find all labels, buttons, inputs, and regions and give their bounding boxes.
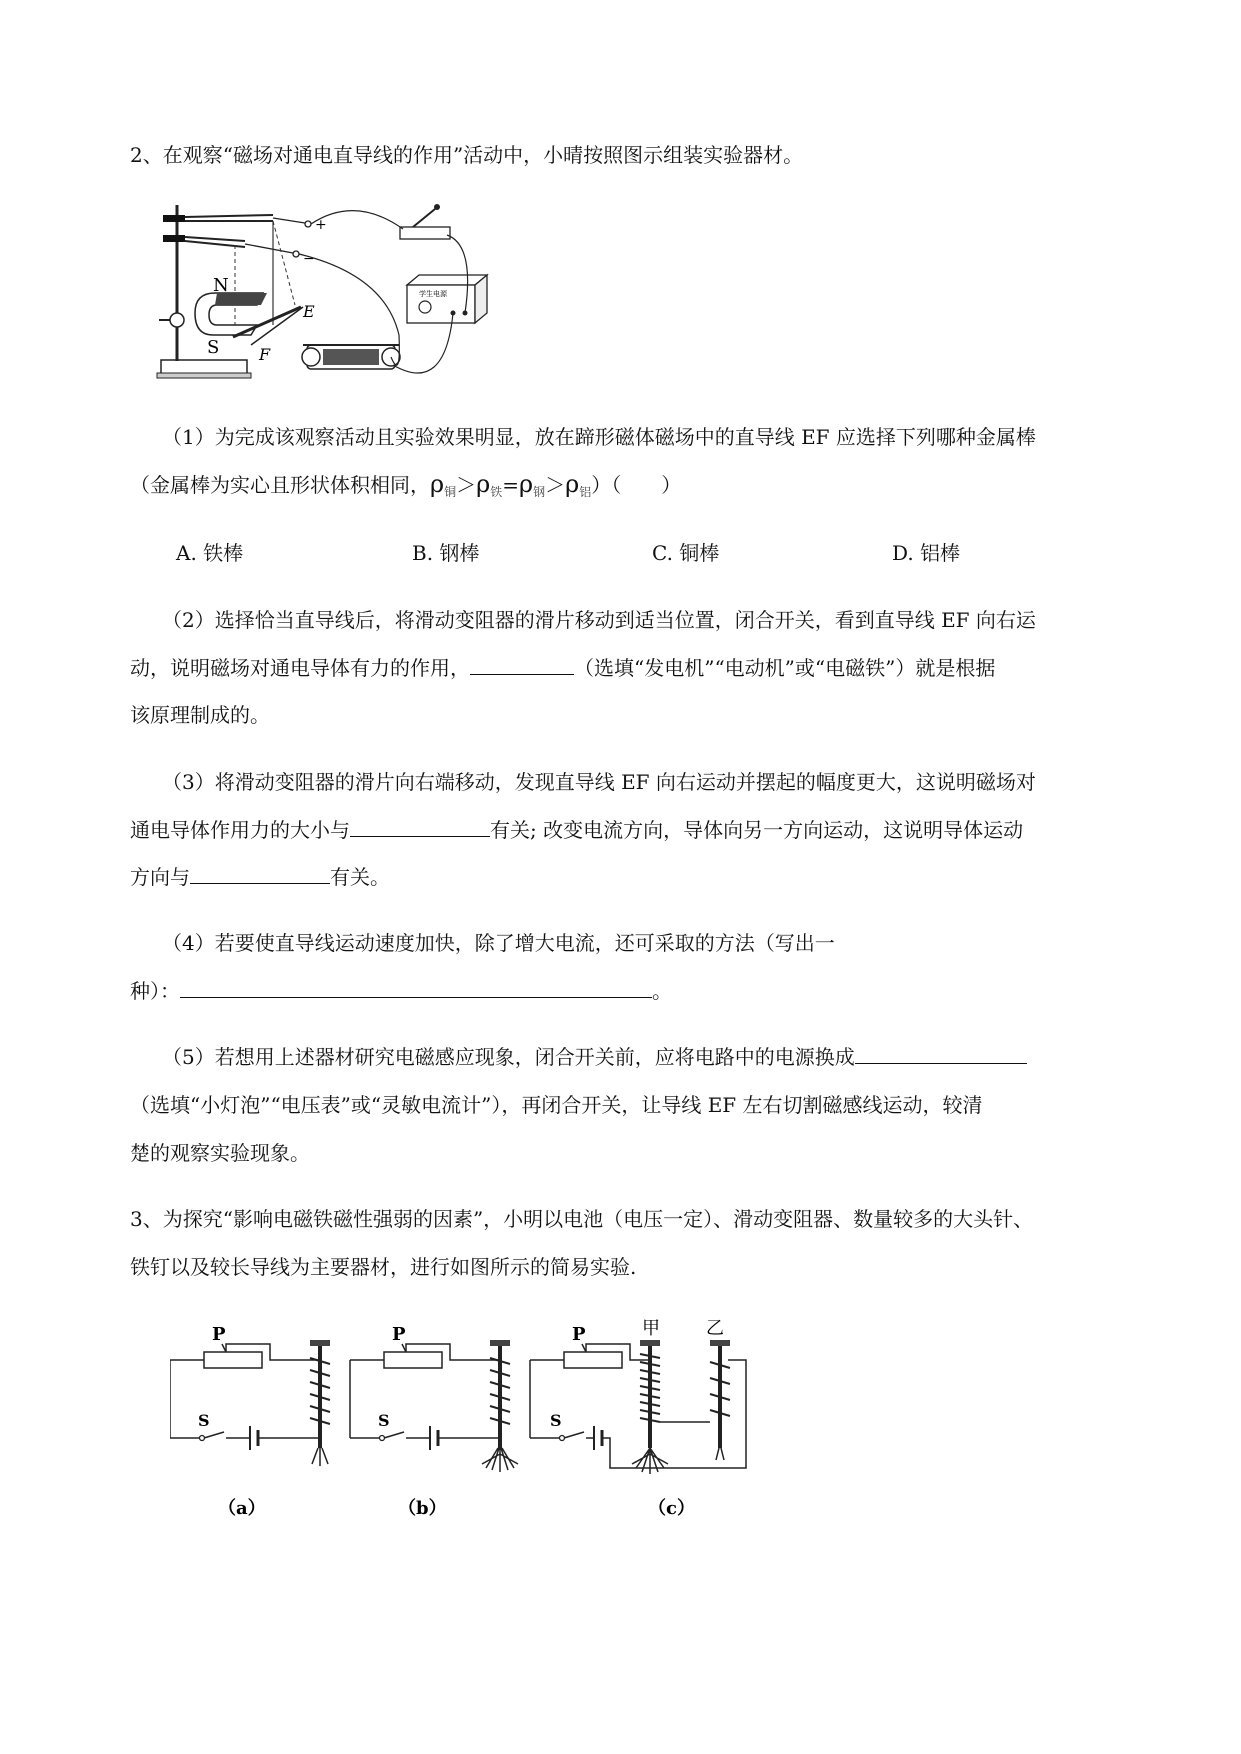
figure-c xyxy=(530,1318,746,1519)
q3-electromagnet-figure xyxy=(170,1318,820,1528)
caption-c: （c） xyxy=(648,1498,695,1519)
label-jia: 甲 xyxy=(642,1318,660,1339)
answer-blank-p3a[interactable] xyxy=(350,816,490,837)
q2-apparatus-figure xyxy=(155,195,505,390)
q2-p5-line1: （5）若想用上述器材研究电磁感应现象，闭合开关前，应将电路中的电源换成 xyxy=(162,1043,1027,1071)
q2-p3-line1: （3）将滑动变阻器的滑片向右端移动，发现直导线 EF 向右运动并摆起的幅度更大，这说明磁场对 xyxy=(162,770,1036,794)
rho-symbol: ρ xyxy=(565,470,580,498)
figure-b xyxy=(350,1324,518,1519)
answer-blank-p5[interactable] xyxy=(855,1043,1027,1064)
q2-p1-line1: （1）为完成该观察活动且实验效果明显，放在蹄形磁体磁场中的直导线 EF 应选择下列哪种金属棒 xyxy=(162,425,1036,449)
q2-p3-line2: 通电导体作用力的大小与 有关; 改变电流方向，导体向另一方向运动，这说明导体运动 xyxy=(130,818,1024,842)
answer-blank-p2[interactable] xyxy=(470,654,574,675)
answer-blank-p4[interactable] xyxy=(180,977,652,998)
q2-p1-line2: （金属棒为实心且形状体积相同，$\rho_铜>\rho_铁=\rho_钢>\rho_铝$）（ ） xyxy=(130,470,682,499)
q3-line2: 铁钉以及较长导线为主要器材，进行如图所示的简易实验. xyxy=(130,1255,637,1279)
label-E: E xyxy=(303,302,315,321)
label-S-a: S xyxy=(198,1411,210,1430)
q2-p4-line1: （4）若要使直导线运动速度加快，除了增大电流，还可采取的方法（写出一 xyxy=(162,931,835,955)
minus-label: − xyxy=(303,251,315,267)
label-S-c: S xyxy=(550,1411,562,1430)
q2-p5-line3: 楚的观察实验现象。 xyxy=(130,1141,310,1165)
q2-p4-line2: 种）： 。 xyxy=(130,979,672,1003)
q2-p5-line2: （选填“小灯泡”“电压表”或“灵敏电流计”），再闭合开关，让导线 EF 左右切割磁感线运动，较清 xyxy=(130,1093,983,1117)
magnet-N-label: N xyxy=(213,275,229,296)
q2-p3-line3: 方向与 有关。 xyxy=(130,865,390,889)
plus-label: + xyxy=(315,217,327,233)
caption-b: （b） xyxy=(398,1498,447,1519)
option-D: D. 铝棒 xyxy=(892,541,961,565)
rho-symbol: ρ xyxy=(430,470,445,498)
q2-p2-line2: 动，说明磁场对通电导体有力的作用， （选填“发电机”“电动机”或“电磁铁”）就是根据 xyxy=(130,656,996,680)
magnet-S-label: S xyxy=(207,337,220,358)
q3-line1: 3、为探究“影响电磁铁磁性强弱的因素”，小明以电池（电压一定）、滑动变阻器、数量较多的大头针、 xyxy=(130,1207,1034,1231)
caption-a: （a） xyxy=(218,1498,266,1519)
option-C: C. 铜棒 xyxy=(652,541,720,565)
label-S-b: S xyxy=(378,1411,390,1430)
answer-blank-p3b[interactable] xyxy=(190,863,330,884)
rho-symbol: ρ xyxy=(519,470,534,498)
option-A: A. 铁棒 xyxy=(176,541,244,565)
q2-intro: 2、在观察“磁场对通电直导线的作用”活动中，小晴按照图示组装实验器材。 xyxy=(130,143,804,167)
option-B: B. 钢棒 xyxy=(412,541,480,565)
rho-symbol: ρ xyxy=(476,470,491,498)
label-yi: 乙 xyxy=(706,1318,724,1339)
label-P-b: P xyxy=(392,1324,406,1345)
label-P-c: P xyxy=(572,1324,586,1345)
label-P-a: P xyxy=(212,1324,226,1345)
figure-a xyxy=(170,1324,330,1519)
label-F: F xyxy=(259,345,271,364)
power-supply-label: 学生电源 xyxy=(419,290,447,298)
q2-p2-line1: （2）选择恰当直导线后，将滑动变阻器的滑片移动到适当位置，闭合开关，看到直导线 EF 向右运 xyxy=(162,608,1036,632)
q2-p2-line3: 该原理制成的。 xyxy=(130,703,270,727)
